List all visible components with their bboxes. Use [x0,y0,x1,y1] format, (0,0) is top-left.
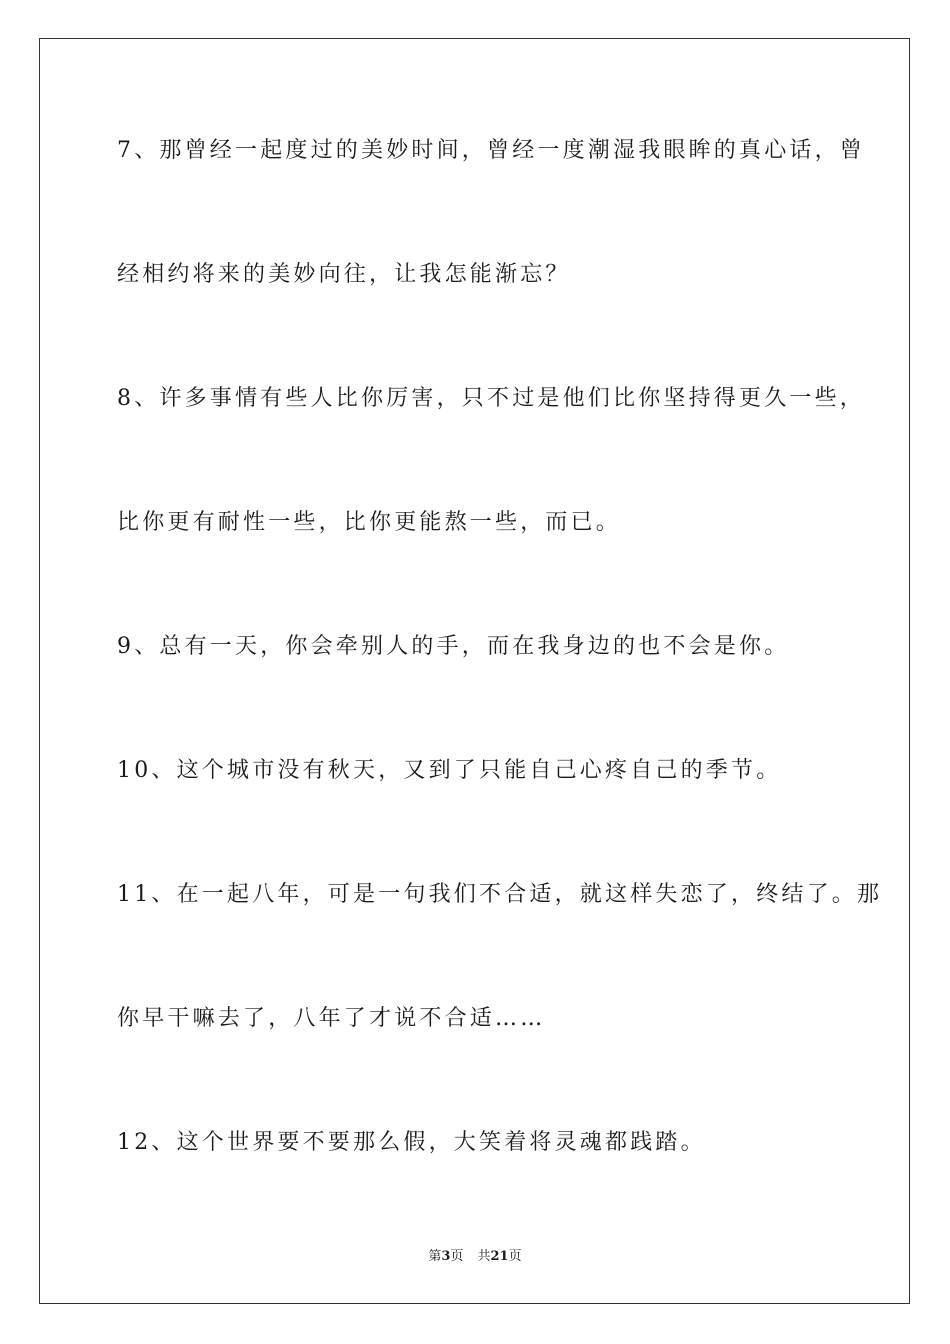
total-prefix: 共 [477,1249,491,1264]
total-pages: 21 [490,1249,509,1264]
text-line-item-7-part-1: 7、那曾经一起度过的美妙时间，曾经一度潮湿我眼眸的真心话，曾 [117,138,865,163]
page-suffix: 页 [450,1249,464,1264]
text-line-item-8-part-1: 8、许多事情有些人比你厉害，只不过是他们比你坚持得更久一些， [117,386,865,411]
page-border [39,38,910,1304]
text-line-item-9: 9、总有一天，你会牵别人的手，而在我身边的也不会是你。 [117,634,790,659]
text-line-item-11-part-2: 你早干嘛去了，八年了才说不合适…… [117,1006,546,1031]
text-line-item-11-part-1: 11、在一起八年，可是一句我们不合适，就这样失恋了，终结了。那 [117,882,883,907]
total-suffix: 页 [508,1249,522,1264]
text-line-item-8-part-2: 比你更有耐性一些，比你更能熬一些，而已。 [117,510,622,535]
text-line-item-12: 12、这个世界要不要那么假，大笑着将灵魂都践踏。 [117,1130,706,1155]
page-prefix: 第 [428,1249,442,1264]
text-line-item-10: 10、这个城市没有秋天，又到了只能自己心疼自己的季节。 [117,758,782,783]
page-footer [0,1248,950,1266]
page-number: 3 [441,1249,451,1264]
text-line-item-7-part-2: 经相约将来的美妙向往，让我怎能渐忘？ [117,262,571,287]
